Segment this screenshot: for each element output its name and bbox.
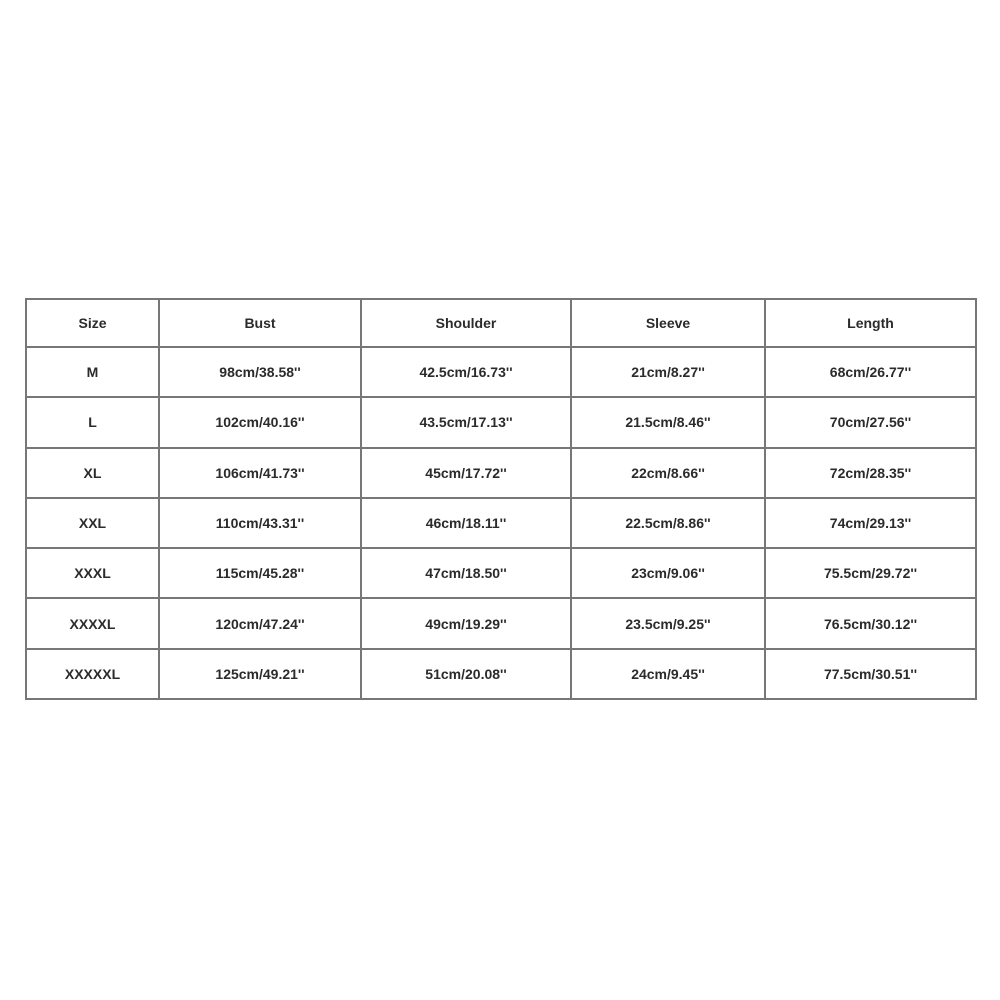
table-row xyxy=(26,397,976,447)
cell-size: XXL xyxy=(26,498,159,548)
cell-shoulder: 47cm/18.50'' xyxy=(361,548,571,598)
cell-bust: 120cm/47.24'' xyxy=(159,598,361,648)
header-length: Length xyxy=(765,299,976,347)
cell-sleeve: 24cm/9.45'' xyxy=(571,649,765,699)
cell-sleeve: 22cm/8.66'' xyxy=(571,448,765,498)
cell-length: 74cm/29.13'' xyxy=(765,498,976,548)
header-size: Size xyxy=(26,299,159,347)
cell-shoulder: 45cm/17.72'' xyxy=(361,448,571,498)
cell-shoulder: 49cm/19.29'' xyxy=(361,598,571,648)
cell-sleeve: 23cm/9.06'' xyxy=(571,548,765,598)
cell-sleeve: 22.5cm/8.86'' xyxy=(571,498,765,548)
cell-shoulder: 51cm/20.08'' xyxy=(361,649,571,699)
table-row xyxy=(26,598,976,648)
header-row xyxy=(26,299,976,347)
header-shoulder: Shoulder xyxy=(361,299,571,347)
cell-bust: 106cm/41.73'' xyxy=(159,448,361,498)
cell-length: 77.5cm/30.51'' xyxy=(765,649,976,699)
cell-bust: 110cm/43.31'' xyxy=(159,498,361,548)
cell-shoulder: 46cm/18.11'' xyxy=(361,498,571,548)
cell-bust: 125cm/49.21'' xyxy=(159,649,361,699)
header-sleeve: Sleeve xyxy=(571,299,765,347)
cell-size: XXXL xyxy=(26,548,159,598)
cell-sleeve: 21.5cm/8.46'' xyxy=(571,397,765,447)
table-row xyxy=(26,649,976,699)
cell-sleeve: 21cm/8.27'' xyxy=(571,347,765,397)
cell-size: L xyxy=(26,397,159,447)
cell-length: 68cm/26.77'' xyxy=(765,347,976,397)
cell-size: XXXXL xyxy=(26,598,159,648)
cell-shoulder: 42.5cm/16.73'' xyxy=(361,347,571,397)
header-bust: Bust xyxy=(159,299,361,347)
cell-bust: 102cm/40.16'' xyxy=(159,397,361,447)
cell-length: 70cm/27.56'' xyxy=(765,397,976,447)
table-row xyxy=(26,448,976,498)
cell-size: XL xyxy=(26,448,159,498)
cell-length: 75.5cm/29.72'' xyxy=(765,548,976,598)
cell-length: 72cm/28.35'' xyxy=(765,448,976,498)
cell-bust: 98cm/38.58'' xyxy=(159,347,361,397)
cell-size: XXXXXL xyxy=(26,649,159,699)
table-row xyxy=(26,548,976,598)
cell-bust: 115cm/45.28'' xyxy=(159,548,361,598)
size-chart-table xyxy=(25,298,977,700)
table-row xyxy=(26,347,976,397)
cell-length: 76.5cm/30.12'' xyxy=(765,598,976,648)
cell-size: M xyxy=(26,347,159,397)
cell-sleeve: 23.5cm/9.25'' xyxy=(571,598,765,648)
table-row xyxy=(26,498,976,548)
cell-shoulder: 43.5cm/17.13'' xyxy=(361,397,571,447)
